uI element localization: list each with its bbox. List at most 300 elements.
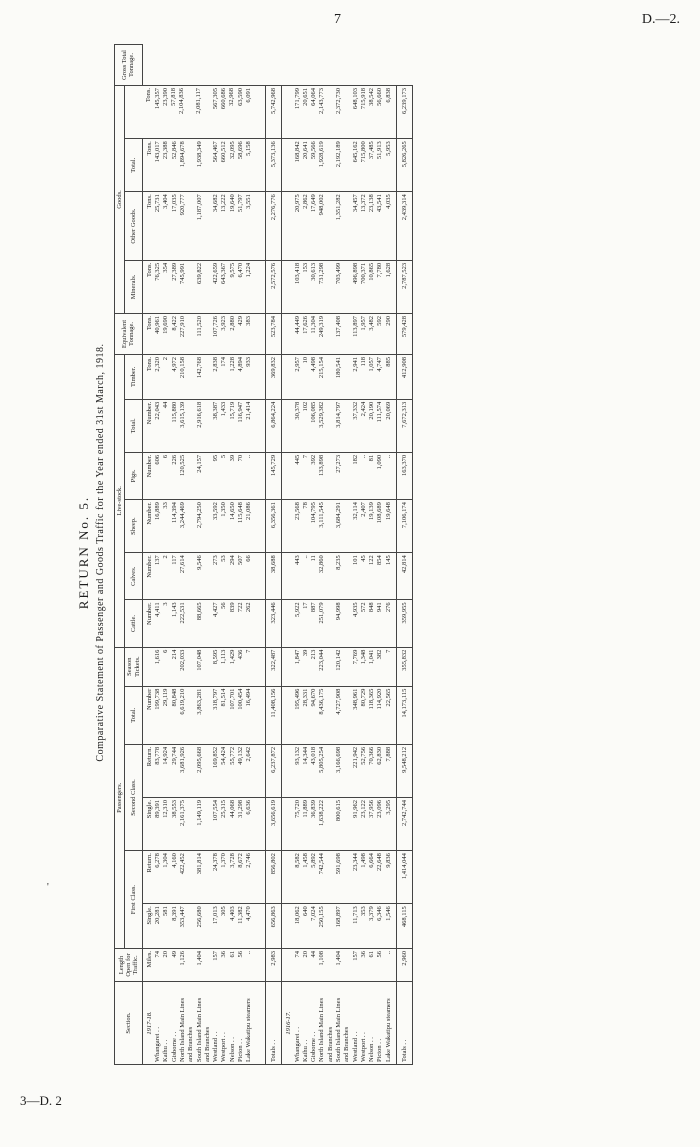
table-cell-value: 383 <box>245 315 253 326</box>
table-cell-value: 56 <box>237 951 245 958</box>
table-cell-value: 643,367 <box>220 262 228 284</box>
table-cell-value <box>204 906 212 946</box>
total-ls-total: 7,672,313 <box>397 399 413 452</box>
table-cell-value: 14,650 <box>228 502 236 520</box>
table-cell-value: 581 <box>162 906 170 916</box>
table-cell-value: 44,068 <box>228 800 236 818</box>
table-cell-value: 107,726 <box>212 315 220 338</box>
table-cell-value: 1,187,007 <box>195 194 203 221</box>
unit-label <box>285 357 293 397</box>
table-cell-value: 1,113 <box>220 649 228 665</box>
table-cell-value: 93,132 <box>293 746 301 765</box>
section-name: Lake Wakatipu steamers <box>384 998 392 1062</box>
table-cell-value: 7,780 <box>376 262 384 278</box>
table-cell-value: 1,351,282 <box>335 194 342 221</box>
table-cell-value: 392 <box>310 454 318 465</box>
table-cell-value: 6,838 <box>384 88 392 103</box>
table-cell-value: 7 <box>301 454 309 459</box>
table-cell-value <box>343 141 351 189</box>
table-cell-value: 66 <box>245 555 253 562</box>
table-cell-value: 44 <box>310 951 318 958</box>
table-cell-value: 2,104,836 <box>178 88 186 114</box>
table-cell-value: 120,142 <box>335 649 342 671</box>
col-fc-single <box>282 904 397 949</box>
unit-label <box>285 555 293 597</box>
table-cell-value: 8,422 <box>170 315 178 331</box>
table-cell-value: 4,403 <box>228 906 236 921</box>
table-cell-value: 887 <box>310 602 318 613</box>
total-season: 355,832 <box>397 647 413 686</box>
table-cell-value: 11,889 <box>301 800 309 818</box>
table-cell-value: 854 <box>376 555 384 565</box>
table-cell-value: 17,626 <box>301 315 309 334</box>
table-cell-value: 114,920 <box>376 688 384 710</box>
table-cell-value: 63,590 <box>236 88 244 106</box>
col-fc-return <box>142 851 265 904</box>
total-minerals: 2,787,523 <box>397 260 413 313</box>
table-cell-value: 14,344 <box>301 746 309 765</box>
table-cell-value: 51,797 <box>237 194 245 213</box>
col-sheep <box>142 500 265 553</box>
table-cell-value: 137,408 <box>335 315 342 338</box>
table-cell-value: 3 <box>162 602 170 606</box>
total-timber: 523,784 <box>265 313 281 354</box>
unit-label: Return. <box>145 853 153 873</box>
table-cell-value: 108,689 <box>376 502 384 524</box>
table-cell-value: 2 <box>162 555 170 559</box>
table-cell-value: 592 <box>376 315 384 326</box>
table-cell-value: 75,720 <box>293 800 301 818</box>
col-equiv <box>282 354 397 399</box>
table-cell-value <box>327 650 335 684</box>
table-cell-value: 2 <box>162 356 170 361</box>
table-cell-value: 64,064 <box>310 88 318 106</box>
total-sheep: 7,106,174 <box>397 500 413 553</box>
table-cell-value <box>187 853 195 901</box>
unit-label <box>146 650 154 684</box>
table-cell-value: 8,391 <box>170 906 178 921</box>
header-season: Season Tickets. <box>125 647 143 686</box>
table-cell-value: 32,114 <box>351 502 359 520</box>
total-length: 2,960 <box>397 949 413 982</box>
table-cell-value: 933 <box>245 356 253 367</box>
table-cell-value <box>254 951 262 979</box>
header-minerals: Minerals. <box>125 260 143 313</box>
table-cell-value: 1,433 <box>220 401 228 417</box>
table-cell-value: 20,281 <box>154 906 162 925</box>
table-cell-value: 1,350 <box>220 502 228 517</box>
table-cell-value: 21,414 <box>245 401 253 420</box>
table-cell-value <box>204 800 212 848</box>
table-cell-value: 885 <box>384 356 392 367</box>
section-name: and Branches <box>343 1026 351 1062</box>
table-cell-value <box>327 747 335 795</box>
table-cell-value: 648,103 <box>351 88 359 110</box>
col-timber <box>142 313 265 354</box>
table-cell-value: 6,619,210 <box>178 688 186 715</box>
table-cell-value: 38,387 <box>212 401 220 420</box>
table-cell-value: 222,531 <box>178 602 186 624</box>
table-cell-value: 7,769 <box>351 649 359 665</box>
table-cell-value: 422,659 <box>212 262 220 284</box>
table-cell-value <box>327 951 335 979</box>
table-cell-value: 39 <box>228 454 236 462</box>
table-cell-value: 8,235 <box>335 555 342 570</box>
table-cell-value <box>327 263 335 311</box>
table-cell-value: 102 <box>301 401 309 412</box>
table-cell-value: 115,880 <box>170 401 178 423</box>
table-cell-value: 111,520 <box>195 315 203 337</box>
table-cell-value: 3,379 <box>368 906 376 921</box>
table-cell-value: 30,378 <box>293 401 301 420</box>
table-cell-value: 118,365 <box>368 688 376 710</box>
table-cell-value: 76,325 <box>154 262 162 281</box>
table-cell-value <box>343 951 351 979</box>
table-cell-value: 4,935 <box>351 602 359 618</box>
unit-label: Number. <box>145 454 153 478</box>
table-cell-value: 1,304 <box>162 853 170 868</box>
table-cell-value: 591,698 <box>335 853 342 875</box>
table-cell-value: 157 <box>212 951 220 961</box>
table-cell-value <box>203 88 211 136</box>
header-goods: Goods. <box>115 86 125 314</box>
unit-label: Tons. <box>145 88 153 103</box>
table-cell-value: 9,546 <box>195 555 203 570</box>
table-cell-value: 20 <box>162 951 170 958</box>
table-cell-value: 23,388 <box>162 141 170 160</box>
table-cell-value: 3,111,545 <box>318 502 326 528</box>
table-cell-value: 256,680 <box>195 906 203 928</box>
table-cell-value: 4,727,908 <box>335 688 342 715</box>
table-cell-value: 4,427 <box>212 602 220 618</box>
table-cell-value: 645,162 <box>351 141 359 163</box>
table-cell-value: 74 <box>154 951 162 958</box>
total-sheep: 6,356,361 <box>265 500 281 553</box>
table-cell-value: 23,096 <box>376 800 384 818</box>
table-cell-value <box>187 906 195 946</box>
table-cell-value: 4,035 <box>384 194 392 209</box>
col-minerals <box>282 260 397 313</box>
col-pigs <box>282 452 397 499</box>
table-cell-value: 5,158 <box>245 141 253 156</box>
table-cell-value <box>327 602 335 644</box>
table-cell-value <box>187 502 195 550</box>
total-fc-single: 468,115 <box>397 904 413 949</box>
header-section: Section. <box>115 982 143 1065</box>
table-cell-value <box>187 747 195 795</box>
unit-label: Tons. <box>145 315 153 331</box>
section-name: Kaihu . . <box>162 1039 170 1062</box>
section-name: North Island Main Lines <box>178 997 186 1062</box>
total-ls-total: 6,864,224 <box>265 399 281 452</box>
unit-label: Miles. <box>145 951 153 968</box>
table-cell-value: 2,161,375 <box>178 800 186 827</box>
statement-subtitle: Comparative Statement of Passenger and Goods Traffic for the Year ended 31st March, 1918. <box>95 343 106 762</box>
table-cell-value: 107,554 <box>212 800 220 822</box>
unit-label <box>285 263 293 311</box>
table-cell-value <box>327 141 335 189</box>
table-cell-value: 32,095 <box>228 141 236 160</box>
table-cell-value: 10 <box>301 356 309 364</box>
table-cell-value: 17 <box>301 602 309 609</box>
total-calves: 38,688 <box>265 553 281 600</box>
col-cattle <box>282 600 397 647</box>
margin-mark: ' <box>47 882 49 893</box>
table-cell-value: 227,910 <box>178 315 186 338</box>
table-cell-value: 210,158 <box>178 356 186 379</box>
table-cell-value: 3,814,797 <box>335 401 342 428</box>
table-cell-value <box>204 357 212 397</box>
table-cell-value: .. <box>384 951 392 955</box>
table-cell-value: 43,018 <box>310 746 318 765</box>
table-cell-value: 21,086 <box>245 502 253 520</box>
table-cell-value: 2,794,250 <box>195 502 203 529</box>
section-name: South Island Main Lines <box>335 997 342 1062</box>
table-cell-value: 305 <box>220 906 228 916</box>
table-cell-value: 171,799 <box>293 88 301 110</box>
table-cell-value: 34,457 <box>351 194 359 213</box>
table-cell-value: 3,166,698 <box>335 746 342 773</box>
table-cell-value: 19,690 <box>162 315 170 334</box>
table-cell-value: 318,797 <box>212 688 220 710</box>
table-cell-value: 4,894 <box>237 356 245 372</box>
table-cell-value: 20,641 <box>301 141 309 160</box>
table-cell-value: 3,551 <box>245 194 253 209</box>
table-cell-value: 1,498 <box>359 853 367 868</box>
table-cell-value: 53 <box>220 555 228 562</box>
total-p-total: 14,173,115 <box>397 686 413 744</box>
table-cell-value: 18,062 <box>293 906 301 925</box>
table-cell-value: 32,968 <box>228 88 236 106</box>
table-cell-value <box>343 316 351 352</box>
col-cattle <box>142 600 265 647</box>
table-cell-value: 2,424 <box>359 401 367 417</box>
section-name: and Branches <box>187 1026 195 1062</box>
table-cell-value: 36,839 <box>310 800 318 818</box>
col-sc-return <box>142 744 265 797</box>
total-fc-single: 656,863 <box>265 904 281 949</box>
table-cell-value: 94,670 <box>310 688 318 707</box>
table-cell-value: 88,665 <box>195 602 203 621</box>
table-cell-value: 4,411 <box>154 602 162 617</box>
table-cell-value: 195,496 <box>293 688 301 710</box>
table-cell-value: 507 <box>237 555 245 565</box>
table-cell-value <box>204 747 212 795</box>
table-cell-value: 5 <box>220 454 228 459</box>
section-name: Picton . . <box>376 1038 384 1062</box>
col-g-total <box>142 139 265 192</box>
table-cell-value: 1,149,119 <box>195 800 203 826</box>
table-cell-value: 37,332 <box>351 401 359 420</box>
total-timber: 579,428 <box>397 313 413 354</box>
total-sc-return: 6,237,872 <box>265 744 281 797</box>
table-cell-value <box>204 263 212 311</box>
table-cell-value: 174 <box>220 356 228 367</box>
table-cell-value <box>327 502 335 550</box>
table-cell-value: 249,319 <box>318 315 326 338</box>
table-body <box>142 45 413 1065</box>
table-cell-value <box>327 194 335 258</box>
table-cell-value: 445 <box>293 454 301 465</box>
table-cell-value: 74 <box>293 951 301 958</box>
table-cell-value: 5,953 <box>384 141 392 156</box>
table-cell-value: 44 <box>162 401 170 409</box>
return-title: RETURN No. 5. <box>76 495 91 610</box>
unit-label <box>285 402 293 450</box>
table-cell-value: 36 <box>220 951 228 958</box>
table-cell-value: 91,962 <box>351 800 359 818</box>
table-cell-value: 1,616 <box>154 649 162 665</box>
total-other: 2,439,314 <box>397 192 413 261</box>
table-cell-value: 20 <box>301 951 309 958</box>
table-cell-value: 11,713 <box>351 906 359 924</box>
table-cell-value: 639,822 <box>195 262 203 284</box>
table-cell-value: 2,941 <box>351 356 359 372</box>
total-gross: 6,239,173 <box>397 86 413 139</box>
table-cell-value <box>343 263 351 311</box>
table-cell-value: 2,372,730 <box>335 88 342 114</box>
table-cell-value: 353,447 <box>178 906 186 928</box>
table-cell-value <box>327 88 335 136</box>
table-cell-value: 57,818 <box>170 88 178 106</box>
table-cell-value <box>204 316 212 352</box>
table-cell-value <box>343 555 351 597</box>
unit-label <box>285 502 293 550</box>
table-cell-value: 58,696 <box>237 141 245 160</box>
table-cell-value <box>204 455 212 497</box>
table-cell-value: 2,192,189 <box>335 141 342 168</box>
total-length: 2,983 <box>265 949 281 982</box>
table-cell-value: 1,847 <box>293 649 301 665</box>
table-cell-value: 14,924 <box>162 746 170 765</box>
table-cell-value <box>343 402 351 450</box>
col-sheep <box>282 500 397 553</box>
table-cell-value: 213 <box>310 649 318 660</box>
table-cell-value: 169,852 <box>212 746 220 769</box>
table-cell-value: 38,542 <box>368 88 376 106</box>
table-cell-value <box>343 650 351 684</box>
total-p-total: 11,408,156 <box>265 686 281 744</box>
table-cell-value: 81 <box>368 454 376 462</box>
header-length: Length Open for Traffic. <box>115 949 143 982</box>
table-cell-value: 3,482 <box>368 315 376 331</box>
table-cell-value: 1,224 <box>245 262 253 278</box>
header-second-class: Second Class. <box>125 744 143 850</box>
table-cell-value: 1,628 <box>384 262 392 278</box>
total-sc-return: 9,548,212 <box>397 744 413 797</box>
table-cell-value: 4,747 <box>376 356 384 372</box>
table-cell-value: 715,800 <box>359 141 367 163</box>
table-cell-value: 1,228 <box>228 356 236 372</box>
table-cell-value: 3,863,281 <box>195 688 203 715</box>
table-cell-value: 49 <box>170 951 178 958</box>
unit-label: Number. <box>145 502 153 525</box>
table-cell-value <box>327 316 335 352</box>
table-cell-value <box>327 455 335 497</box>
year-block-row <box>142 45 265 1065</box>
total-cattle: 359,955 <box>397 600 413 647</box>
table-cell-value: 6,470 <box>237 262 245 278</box>
table-cell-value: 9,836 <box>384 853 392 868</box>
table-cell-value <box>204 650 212 684</box>
unit-label: Single. <box>145 800 153 819</box>
table-cell-value <box>343 88 351 136</box>
totals-label: Totals . . <box>265 982 281 1065</box>
col-g-total <box>282 139 397 192</box>
table-cell-value: 59,566 <box>310 141 318 160</box>
col-minerals <box>142 260 265 313</box>
table-cell-value: 11,304 <box>310 315 318 334</box>
table-cell-value: 1,370 <box>220 853 228 868</box>
table-cell-value: 11 <box>310 555 318 562</box>
table-cell-value: 55,772 <box>228 746 236 765</box>
col-fc-return <box>282 851 397 904</box>
table-cell-value: 839 <box>228 602 236 613</box>
table-cell-value: 2,838 <box>212 356 220 372</box>
table-cell-value: 17,035 <box>170 194 178 213</box>
table-cell-value: 45 <box>359 555 367 562</box>
table-cell-value: 660,512 <box>220 141 228 163</box>
table-cell-value <box>187 650 195 684</box>
table-cell-value: 1,143 <box>170 602 178 618</box>
header-gross: Gross Total Tonnage. <box>115 45 143 86</box>
section-name: Whangarei . . <box>154 1026 162 1062</box>
col-other <box>142 192 265 261</box>
table-cell-value: 13,372 <box>359 194 367 213</box>
table-cell-value: 11,382 <box>237 906 245 924</box>
header-goods-total: Total. <box>125 139 143 192</box>
table-cell-value <box>343 747 351 795</box>
table-cell-value: 443 <box>293 555 301 565</box>
table-cell-value: 6,278 <box>154 853 162 868</box>
table-cell-value: 214 <box>170 649 178 660</box>
table-cell-value: 348,961 <box>351 688 359 710</box>
table-cell-value: 118 <box>359 356 367 367</box>
table-cell-value: 6 <box>162 454 170 459</box>
section-name: Whangarei . . <box>293 1026 301 1062</box>
col-sc-single <box>142 798 265 851</box>
table-cell-value: 722 <box>237 602 245 613</box>
table-cell-value: 1,090 <box>376 454 384 470</box>
year-label: 1917-18. <box>145 1011 153 1035</box>
table-cell-value <box>187 689 195 742</box>
table-cell-value: 2,320 <box>154 356 162 372</box>
table-cell-value: 17,013 <box>212 906 220 925</box>
table-cell-value: 3,404 <box>162 194 170 209</box>
col-pigs <box>142 452 265 499</box>
table-cell-value: 221,942 <box>351 746 359 769</box>
table-cell-value <box>343 906 351 946</box>
table-cell-value: 143,017 <box>154 141 162 163</box>
unit-label <box>285 194 293 258</box>
table-cell-value <box>204 502 212 550</box>
table-cell-value: 2,880 <box>228 315 236 331</box>
table-cell-value: 5,805,254 <box>318 746 326 773</box>
table-cell-value: 3,728 <box>228 853 236 868</box>
unit-label: Number <box>145 688 153 710</box>
table-cell-value: 153 <box>301 262 309 273</box>
section-cell <box>142 982 265 1065</box>
section-name: Gisborne . . <box>310 1031 318 1062</box>
total-sc-single: 3,656,619 <box>265 798 281 851</box>
table-cell-value <box>187 357 195 397</box>
unit-label: Tons. <box>145 356 153 372</box>
page-number: 7 <box>334 12 341 27</box>
table-cell-value: 104,795 <box>310 502 318 524</box>
table-cell-value <box>187 455 195 497</box>
table-cell-value: 115,648 <box>237 502 245 523</box>
header-equiv: Equivalent Tonnage. <box>115 313 143 354</box>
